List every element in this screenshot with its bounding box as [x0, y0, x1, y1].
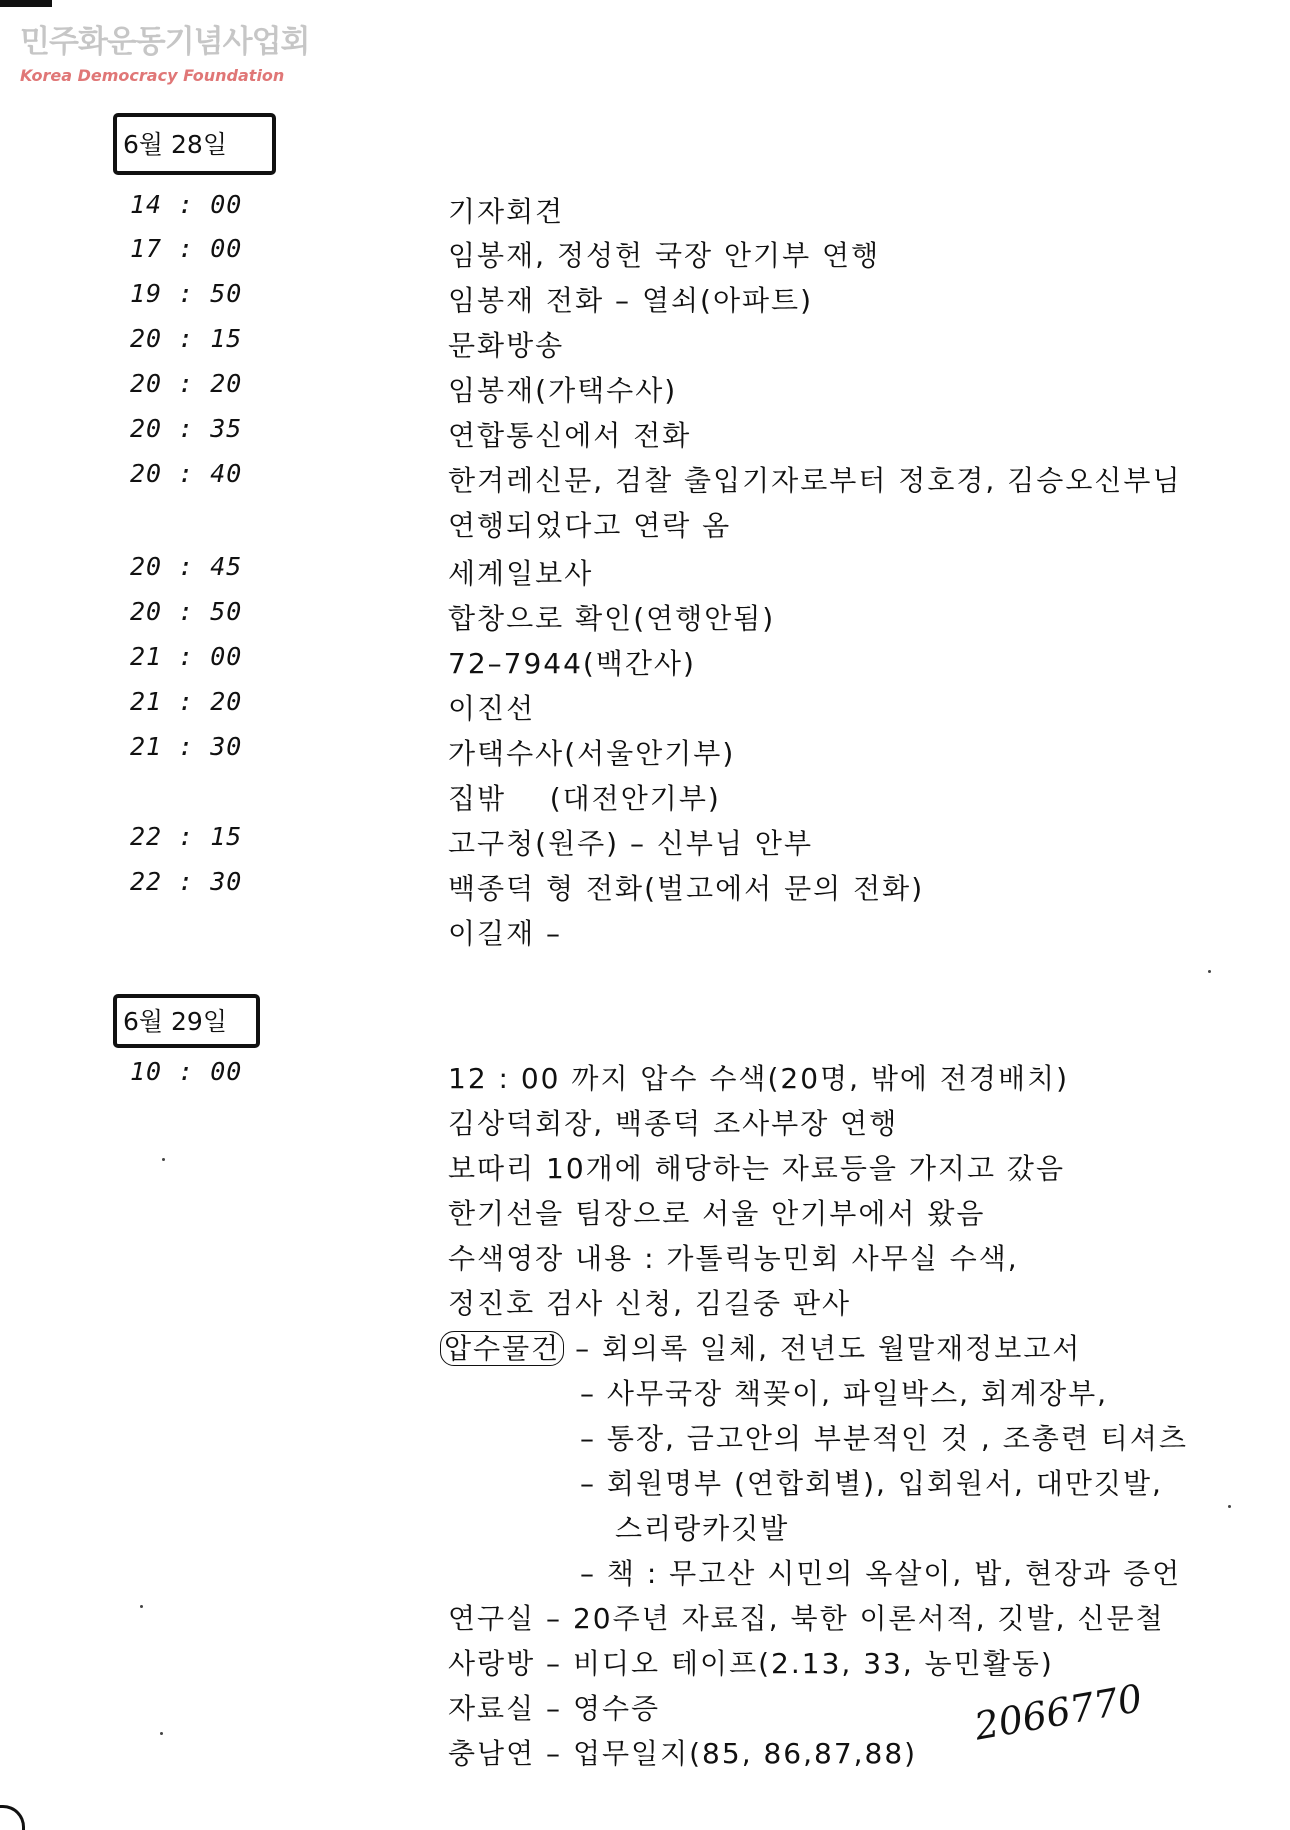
log-time: 10 : 00: [130, 1057, 243, 1086]
scan-speck: [1208, 970, 1211, 973]
log-time: 21 : 30: [130, 732, 243, 761]
log-entry: 임봉재, 정성헌 국장 안기부 연행: [448, 239, 881, 272]
seized-item: – 회원명부 (연합회별), 입회원서, 대만깃발,: [580, 1467, 1163, 1500]
room-entry: 자료실 – 영수증: [448, 1692, 661, 1725]
seized-item: – 회의록 일체, 전년도 월말재정보고서: [575, 1332, 1082, 1365]
foundation-logo-korean: 민주화운동기념사업회: [20, 24, 310, 60]
seized-item-continuation: 스리랑카깃발: [615, 1512, 790, 1545]
log-entry: 12 : 00 까지 압수 수색(20명, 밖에 전경배치): [448, 1062, 1069, 1095]
date-box-june-28: 6월 28일: [113, 113, 276, 175]
room-entry: 연구실 – 20주년 자료집, 북한 이론서적, 깃발, 신문철: [448, 1602, 1165, 1635]
date-box-june-29: 6월 29일: [113, 994, 260, 1048]
scan-corner-curve: [0, 1805, 25, 1830]
log-entry: 고구청(원주) – 신부님 안부: [448, 827, 814, 860]
log-entry: 정진호 검사 신청, 김길중 판사: [448, 1287, 852, 1320]
log-entry: 임봉재(가택수사): [448, 374, 678, 407]
seized-items-entry: [444, 1327, 1082, 1367]
room-entry: 사랑방 – 비디오 테이프(2.13, 33, 농민활동): [448, 1647, 1054, 1680]
log-entry: 보따리 10개에 해당하는 자료등을 가지고 갔음: [448, 1152, 1065, 1185]
scan-corner-mark: [0, 0, 52, 7]
handwritten-document-number: 2066770: [971, 1675, 1146, 1749]
log-time: 22 : 30: [130, 867, 243, 896]
log-entry: 이길재 –: [448, 917, 563, 950]
scan-speck: [140, 1605, 143, 1608]
seized-items-label: 압수물건: [440, 1331, 564, 1366]
scan-speck: [160, 1732, 163, 1735]
seized-item: – 통장, 금고안의 부분적인 것 , 조총련 티셔츠: [580, 1422, 1188, 1455]
log-entry: 한겨레신문, 검찰 출입기자로부터 정호경, 김승오신부님: [448, 464, 1182, 497]
room-entry: 충남연 – 업무일지(85, 86,87,88): [448, 1737, 918, 1770]
scan-speck: [162, 1158, 165, 1161]
log-time: 19 : 50: [130, 279, 243, 308]
log-entry: 72–7944(백간사): [448, 647, 696, 680]
log-entry: 수색영장 내용 : 가톨릭농민회 사무실 수색,: [448, 1242, 1019, 1275]
log-entry: 김상덕회장, 백종덕 조사부장 연행: [448, 1107, 899, 1140]
scan-speck: [1228, 1505, 1231, 1508]
seized-item: – 책 : 무고산 시민의 옥살이, 밥, 현장과 증언: [580, 1557, 1182, 1590]
log-time: 20 : 45: [130, 552, 243, 581]
log-entry: 한기선을 팀장으로 서울 안기부에서 왔음: [448, 1197, 986, 1230]
log-entry: 이진선: [448, 692, 536, 725]
log-entry: 집밖 (대전안기부): [448, 782, 721, 815]
log-entry: 세계일보사: [448, 557, 594, 590]
log-time: 20 : 50: [130, 597, 243, 626]
foundation-logo-english: Korea Democracy Foundation: [20, 66, 285, 85]
log-entry: 임봉재 전화 – 열쇠(아파트): [448, 284, 814, 317]
log-entry: 합창으로 확인(연행안됨): [448, 602, 776, 635]
log-time: 20 : 40: [130, 459, 243, 488]
log-time: 20 : 20: [130, 369, 243, 398]
log-entry: 연합통신에서 전화: [448, 419, 692, 452]
seized-item: – 사무국장 책꽂이, 파일박스, 회계장부,: [580, 1377, 1109, 1410]
log-time: 20 : 35: [130, 414, 243, 443]
log-entry: 연행되었다고 연락 옴: [448, 509, 732, 542]
log-time: 14 : 00: [130, 190, 243, 219]
log-time: 17 : 00: [130, 234, 243, 263]
log-entry: 문화방송: [448, 329, 565, 362]
log-entry: 기자회견: [448, 195, 565, 228]
log-entry: 가택수사(서울안기부): [448, 737, 736, 770]
log-time: 22 : 15: [130, 822, 243, 851]
log-entry: 백종덕 형 전화(벌고에서 문의 전화): [448, 872, 925, 905]
log-time: 21 : 00: [130, 642, 243, 671]
log-time: 21 : 20: [130, 687, 243, 716]
log-time: 20 : 15: [130, 324, 243, 353]
